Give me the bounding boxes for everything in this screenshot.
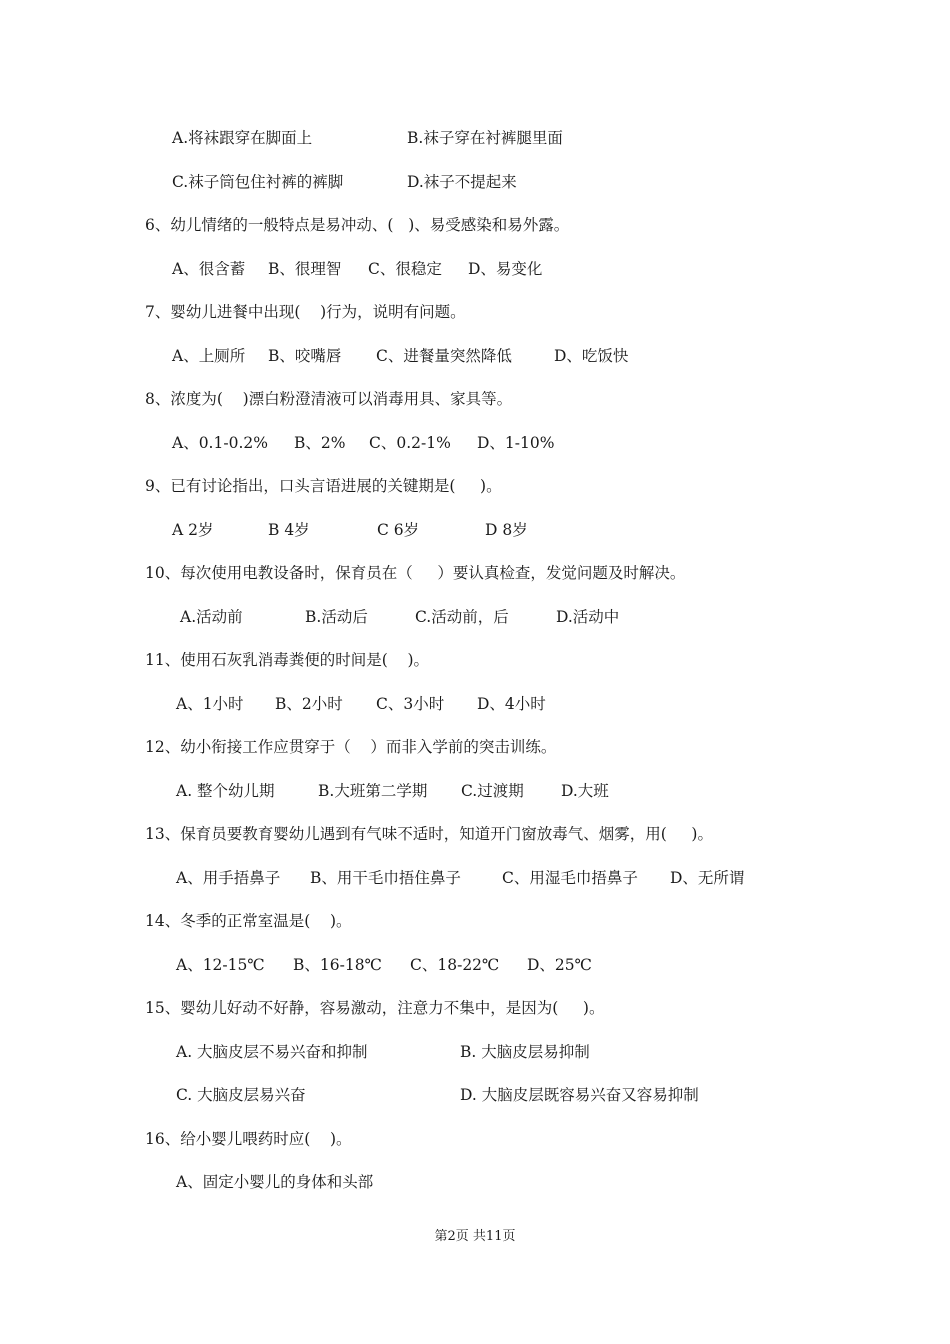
answer-option: D、吃饭快 [554, 347, 629, 365]
answer-option: A、上厕所 [172, 347, 246, 365]
answer-option: D. 大脑皮层既容易兴奋又容易抑制 [460, 1086, 699, 1104]
answer-option: C.过渡期 [461, 782, 524, 800]
answer-option: C.活动前，后 [415, 608, 509, 626]
question-text: 9、已有讨论指出，口头言语进展的关键期是( )。 [145, 477, 502, 495]
answer-option: B、咬嘴唇 [268, 347, 342, 365]
answer-option: B 4岁 [268, 521, 310, 539]
answer-option: A、1小时 [176, 695, 244, 713]
answer-option: C 6岁 [377, 521, 420, 539]
answer-option: C、很稳定 [368, 260, 442, 278]
answer-option: C. 大脑皮层易兴奋 [176, 1086, 306, 1104]
answer-option: D、25℃ [527, 956, 592, 974]
question-text: 11、使用石灰乳消毒粪便的时间是( )。 [145, 651, 430, 669]
answer-option: B.活动后 [305, 608, 368, 626]
answer-option: B.大班第二学期 [318, 782, 428, 800]
answer-option: B、用干毛巾捂住鼻子 [310, 869, 461, 887]
question-text: 7、婴幼儿进餐中出现( )行为，说明有问题。 [145, 303, 466, 321]
answer-option: C.袜子筒包住衬裤的裤脚 [172, 173, 344, 191]
answer-option: A 2岁 [172, 521, 214, 539]
answer-option: A.将袜跟穿在脚面上 [172, 129, 313, 147]
answer-option: B. 大脑皮层易抑制 [460, 1043, 590, 1061]
answer-option: A、很含蓄 [172, 260, 246, 278]
answer-option: C、用湿毛巾捂鼻子 [502, 869, 638, 887]
answer-option: D.活动中 [556, 608, 620, 626]
answer-option: A、0.1-0.2% [172, 434, 268, 452]
answer-option: B、很理智 [268, 260, 342, 278]
answer-option: B、16-18℃ [293, 956, 382, 974]
answer-option: D 8岁 [485, 521, 528, 539]
answer-option: A. 大脑皮层不易兴奋和抑制 [176, 1043, 368, 1061]
question-text: 16、给小婴儿喂药时应( )。 [145, 1130, 352, 1148]
answer-option: C、0.2-1% [369, 434, 451, 452]
answer-option: B、2% [294, 434, 346, 452]
answer-option: A、12-15℃ [176, 956, 265, 974]
answer-option: D、无所谓 [670, 869, 745, 887]
answer-option: D、易变化 [468, 260, 543, 278]
answer-option: A.活动前 [180, 608, 243, 626]
answer-option: A、固定小婴儿的身体和头部 [176, 1173, 374, 1191]
answer-option: D.大班 [561, 782, 609, 800]
answer-option: C、进餐量突然降低 [376, 347, 512, 365]
question-text: 15、婴幼儿好动不好静，容易激动，注意力不集中，是因为( )。 [145, 999, 605, 1017]
answer-option: B.袜子穿在衬裤腿里面 [407, 129, 563, 147]
answer-option: A、用手捂鼻子 [176, 869, 281, 887]
question-text: 8、浓度为( )漂白粉澄清液可以消毒用具、家具等。 [145, 390, 513, 408]
answer-option: C、3小时 [376, 695, 445, 713]
answer-option: A. 整个幼儿期 [176, 782, 275, 800]
question-text: 10、每次使用电教设备时，保育员在（ ）要认真检查，发觉问题及时解决。 [145, 564, 686, 582]
question-text: 14、冬季的正常室温是( )。 [145, 912, 352, 930]
answer-option: D、4小时 [477, 695, 546, 713]
page-footer: 第2页 共11页 [434, 1229, 516, 1244]
question-text: 6、幼儿情绪的一般特点是易冲动、( )、易受感染和易外露。 [145, 216, 570, 234]
answer-option: D、1-10% [477, 434, 555, 452]
answer-option: D.袜子不提起来 [407, 173, 517, 191]
question-text: 12、幼小衔接工作应贯穿于（ ）而非入学前的突击训练。 [145, 738, 557, 756]
question-text: 13、保育员要教育婴幼儿遇到有气味不适时，知道开门窗放毒气、烟雾，用( )。 [145, 825, 713, 843]
answer-option: C、18-22℃ [410, 956, 500, 974]
answer-option: B、2小时 [275, 695, 343, 713]
